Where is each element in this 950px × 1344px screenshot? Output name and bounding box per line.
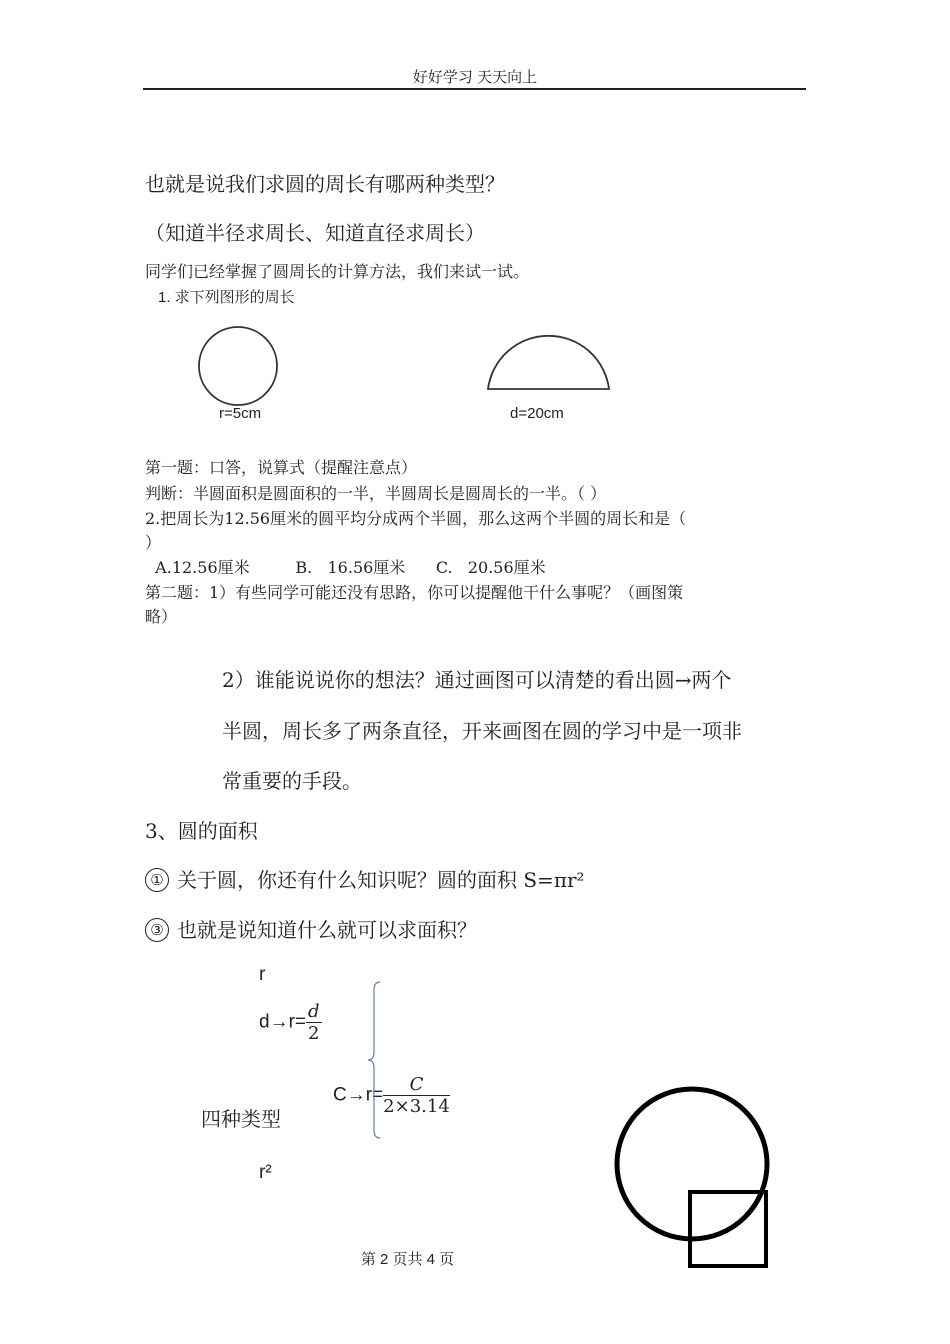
q2-note-line-1: 第二题：1）有些同学可能还没有思路，你可以提醒他干什么事呢？（画图策: [145, 583, 684, 602]
intro-text: 同学们已经掌握了圆周长的计算方法，我们来试一试。: [145, 262, 530, 281]
semicircle-figure: [480, 322, 620, 394]
circled-number-3: ③: [145, 918, 169, 942]
item-1-text: 关于圆，你还有什么知识呢？圆的面积 S=πr²: [177, 868, 585, 892]
type-d-fraction: [306, 1001, 322, 1044]
question-types-answer: （知道半径求周长、知道直径求周长）: [145, 221, 485, 245]
type-d: [259, 1001, 322, 1044]
type-r-squared: r²: [259, 1162, 272, 1183]
paragraph-line-1: 2）谁能说说你的想法？通过画图可以清楚的看出圆→两个: [222, 668, 732, 692]
circle-square-drawing: [610, 1082, 774, 1272]
q2-options: A.12.56厘米 B. 16.56厘米 C. 20.56厘米: [145, 558, 546, 577]
q1-note: 第一题：口答，说算式（提醒注意点）: [145, 458, 418, 477]
type-r: r: [259, 964, 266, 985]
q2-line-1: 2.把周长为12.56厘米的圆平均分成两个半圆，那么这两个半圆的周长和是（: [145, 509, 687, 528]
paragraph-line-2: 半圆，周长多了两条直径，开来画图在圆的学习中是一项非: [222, 719, 742, 743]
type-d-denominator: 2: [308, 1023, 320, 1044]
page-footer: 第 2 页共 4 页: [360, 1251, 455, 1268]
section-3-title: 3、圆的面积: [145, 819, 258, 843]
type-c-numerator: C: [383, 1074, 450, 1096]
page-header: 好好学习 天天向上: [412, 69, 538, 86]
types-label: 四种类型: [201, 1107, 281, 1131]
curly-brace: [366, 980, 386, 1142]
exercise-title: 1. 求下列图形的周长: [158, 289, 295, 306]
type-d-numerator: d: [308, 1001, 320, 1022]
q2-note-line-2: 略）: [145, 607, 178, 626]
item-1: [145, 864, 585, 893]
type-c-prefix: C→r=: [333, 1084, 384, 1106]
q2-line-2: ）: [145, 533, 162, 552]
circle-figure: [190, 322, 290, 412]
item-3-text: 也就是说知道什么就可以求面积？: [177, 918, 477, 942]
type-c: [333, 1074, 450, 1117]
judge-statement: 判断：半圆面积是圆面积的一半，半圆周长是圆周长的一半。（ ）: [145, 484, 607, 503]
semicircle-diameter-label: d=20cm: [510, 405, 564, 422]
type-c-fraction: [383, 1074, 450, 1117]
type-d-prefix: d→r=: [259, 1011, 306, 1033]
circle-radius-label: r=5cm: [219, 405, 262, 422]
type-c-denominator: 2×3.14: [383, 1096, 450, 1117]
header-rule: [143, 88, 806, 90]
item-3: [145, 914, 477, 943]
question-types: 也就是说我们求圆的周长有哪两种类型？: [145, 172, 505, 196]
circled-number-1: ①: [145, 868, 169, 892]
paragraph-line-3: 常重要的手段。: [222, 769, 362, 793]
